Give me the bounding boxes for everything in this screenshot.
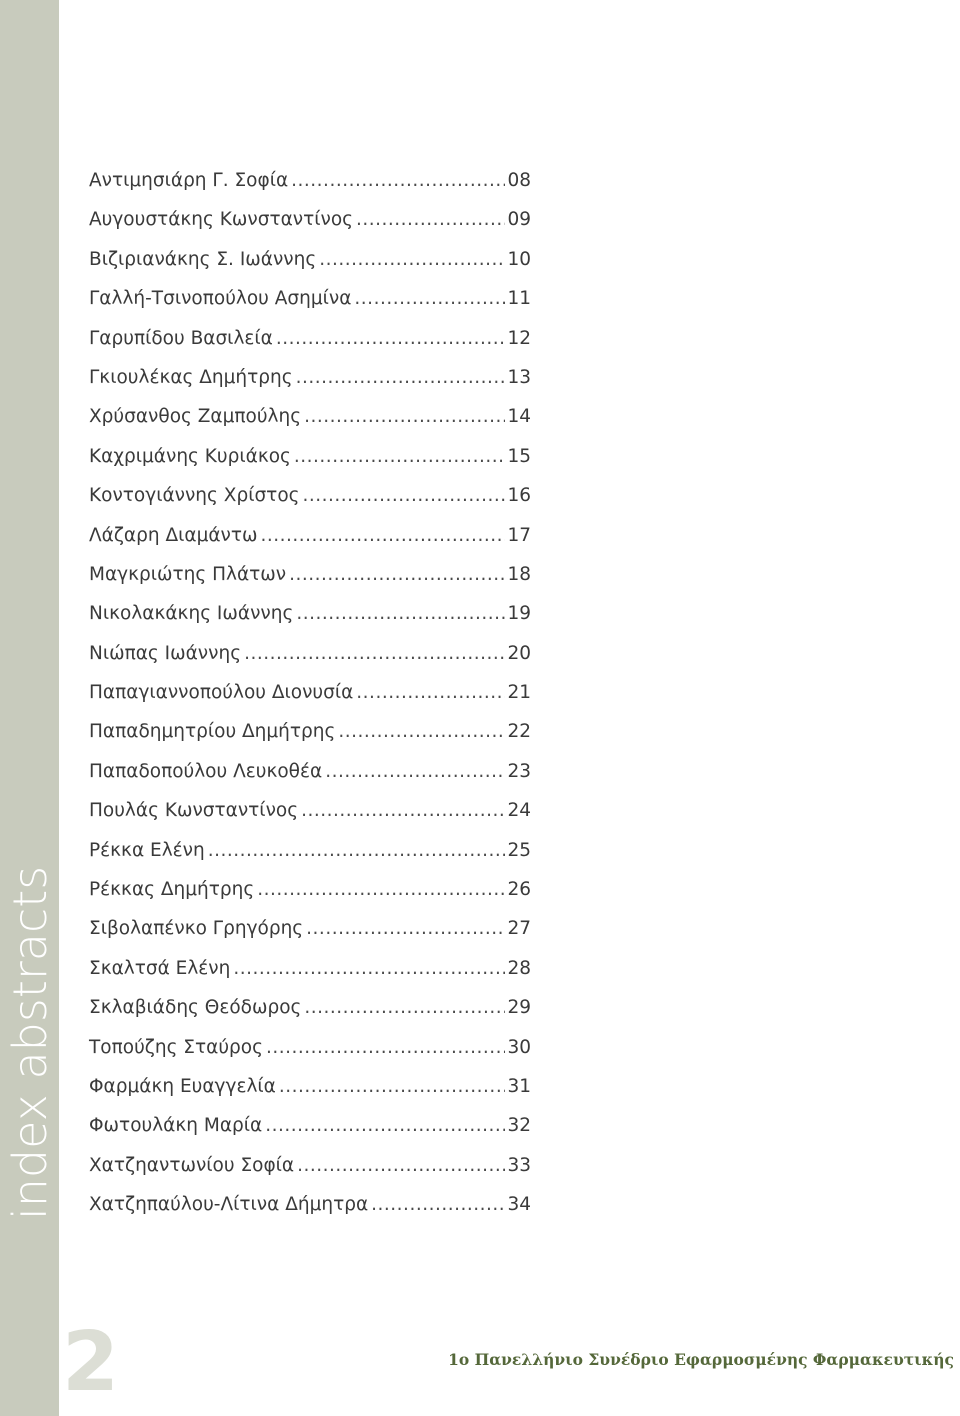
- dot-leader: [301, 800, 505, 821]
- index-entry: [89, 1155, 531, 1194]
- index-entry: [89, 249, 531, 288]
- index-entry-name: Γαρυπίδου Βασιλεία: [89, 327, 273, 349]
- index-entry: [89, 761, 531, 800]
- dot-leader: [279, 1076, 506, 1097]
- dot-leader: [296, 367, 506, 388]
- index-entry-name: Σιβολαπένκο Γρηγόρης: [89, 918, 304, 940]
- dot-leader: [325, 761, 505, 782]
- index-entry-name: Σκαλτσά Ελένη: [89, 957, 231, 979]
- dot-leader: [266, 1037, 506, 1058]
- index-entry-page: 22: [507, 721, 531, 743]
- index-entry-name: Γκιουλέκας Δημήτρης: [89, 366, 293, 388]
- index-entry-page: 16: [507, 485, 531, 507]
- index-entry: [89, 918, 531, 957]
- dot-leader: [306, 918, 505, 939]
- index-entry-page: 25: [507, 839, 531, 861]
- index-entry: [89, 485, 531, 524]
- index-entry-page: 20: [507, 642, 531, 664]
- index-entry-name: Γαλλή-Τσινοπούλου Ασημίνα: [89, 288, 352, 310]
- index-entry-page: 23: [507, 760, 531, 782]
- index-entry-name: Μαγκριώτης Πλάτων: [89, 563, 287, 585]
- index-entry: [89, 564, 531, 603]
- dot-leader: [338, 721, 505, 742]
- index-entry-page: 33: [507, 1154, 531, 1176]
- index-entry-name: Καχριμάνης Κυριάκος: [89, 445, 291, 467]
- dot-leader: [303, 485, 506, 506]
- index-entry-name: Ρέκκα Ελένη: [89, 839, 205, 861]
- index-entry: [89, 643, 531, 682]
- index-entry: [89, 721, 531, 760]
- index-entry-name: Φωτουλάκη Μαρία: [89, 1115, 263, 1137]
- index-list: [89, 170, 531, 1234]
- index-entry-name: Παπαδοπούλου Λευκοθέα: [89, 760, 323, 782]
- index-entry-name: Κοντογιάννης Χρίστος: [89, 485, 300, 507]
- index-entry: [89, 525, 531, 564]
- dot-leader: [233, 958, 505, 979]
- dot-leader: [304, 406, 505, 427]
- index-entry-page: 24: [507, 800, 531, 822]
- index-entry: [89, 1037, 531, 1076]
- dot-leader: [356, 209, 505, 230]
- index-entry: [89, 288, 531, 327]
- index-entry: [89, 328, 531, 367]
- sidebar: [0, 0, 59, 1416]
- index-entry-page: 34: [507, 1194, 531, 1216]
- dot-leader: [276, 328, 506, 349]
- dot-leader: [257, 879, 505, 900]
- index-entry-page: 17: [507, 524, 531, 546]
- dot-leader: [289, 564, 505, 585]
- index-entry-name: Νιώπας Ιωάννης: [89, 642, 242, 664]
- index-entry: [89, 367, 531, 406]
- dot-leader: [296, 603, 505, 624]
- dot-leader: [208, 840, 506, 861]
- index-entry: [89, 1115, 531, 1154]
- index-entry-name: Φαρμάκη Ευαγγελία: [89, 1075, 276, 1097]
- index-entry-page: 27: [507, 918, 531, 940]
- index-entry-name: Αυγουστάκης Κωνσταντίνος: [89, 209, 354, 231]
- index-entry-page: 14: [507, 406, 531, 428]
- index-entry-page: 10: [507, 248, 531, 270]
- dot-leader: [291, 170, 505, 191]
- index-entry: [89, 682, 531, 721]
- dot-leader: [244, 643, 505, 664]
- index-entry-page: 32: [507, 1115, 531, 1137]
- dot-leader: [261, 525, 506, 546]
- index-entry-name: Αντιμησιάρη Γ. Σοφία: [89, 170, 289, 191]
- index-entry: [89, 603, 531, 642]
- index-entry-name: Νικολακάκης Ιωάννης: [89, 603, 294, 625]
- dot-leader: [304, 997, 505, 1018]
- index-entry-page: 31: [507, 1075, 531, 1097]
- index-entry-name: Τοπούζης Σταύρος: [89, 1036, 263, 1058]
- index-entry: [89, 406, 531, 445]
- index-entry-name: Πουλάς Κωνσταντίνος: [89, 800, 299, 822]
- index-entry-page: 18: [507, 563, 531, 585]
- dot-leader: [371, 1194, 505, 1215]
- index-entry-page: 13: [507, 366, 531, 388]
- index-entry-page: 11: [507, 288, 531, 310]
- index-entry: [89, 170, 531, 209]
- index-entry-page: 26: [507, 879, 531, 901]
- dot-leader: [319, 249, 505, 270]
- index-entry: [89, 800, 531, 839]
- index-entry-name: Χατζηαντωνίου Σοφία: [89, 1154, 295, 1176]
- index-entry-page: 15: [507, 445, 531, 467]
- dot-leader: [354, 288, 505, 309]
- index-entry: [89, 840, 531, 879]
- index-entry-name: Παπαδημητρίου Δημήτρης: [89, 721, 336, 743]
- page-number: 2: [62, 1315, 120, 1410]
- index-entry: [89, 446, 531, 485]
- index-entry-name: Χρύσανθος Ζαμπούλης: [89, 406, 302, 428]
- index-entry-page: 30: [507, 1036, 531, 1058]
- index-entry-name: Λάζαρη Διαμάντω: [89, 524, 258, 546]
- dot-leader: [294, 446, 506, 467]
- index-entry: [89, 879, 531, 918]
- index-entry-page: 28: [507, 957, 531, 979]
- index-entry: [89, 1076, 531, 1115]
- index-entry: [89, 958, 531, 997]
- index-entry: [89, 1194, 531, 1233]
- index-entry-name: Βιζιριανάκης Σ. Ιωάννης: [89, 248, 317, 270]
- index-entry-name: Ρέκκας Δημήτρης: [89, 879, 255, 901]
- index-entry-name: Σκλαβιάδης Θεόδωρος: [89, 997, 302, 1019]
- index-entry-page: 21: [507, 682, 531, 704]
- index-entry-page: 12: [507, 327, 531, 349]
- index-entry-page: 08: [507, 170, 531, 191]
- index-entry: [89, 997, 531, 1036]
- index-entry-page: 29: [507, 997, 531, 1019]
- index-entry-page: 09: [507, 209, 531, 231]
- index-entry-name: Παπαγιαννοπούλου Διονυσία: [89, 682, 354, 704]
- index-entry: [89, 209, 531, 248]
- sidebar-title: index abstracts: [3, 865, 57, 1220]
- dot-leader: [356, 682, 505, 703]
- dot-leader: [297, 1155, 505, 1176]
- index-entry-page: 19: [507, 603, 531, 625]
- footer-conference-title: 1ο Πανελλήνιο Συνέδριο Εφαρμοσμένης Φαρμακευτικής: [448, 1350, 954, 1369]
- dot-leader: [265, 1115, 505, 1136]
- index-entry-name: Χατζηπαύλου-Λίτινα Δήμητρα: [89, 1194, 369, 1216]
